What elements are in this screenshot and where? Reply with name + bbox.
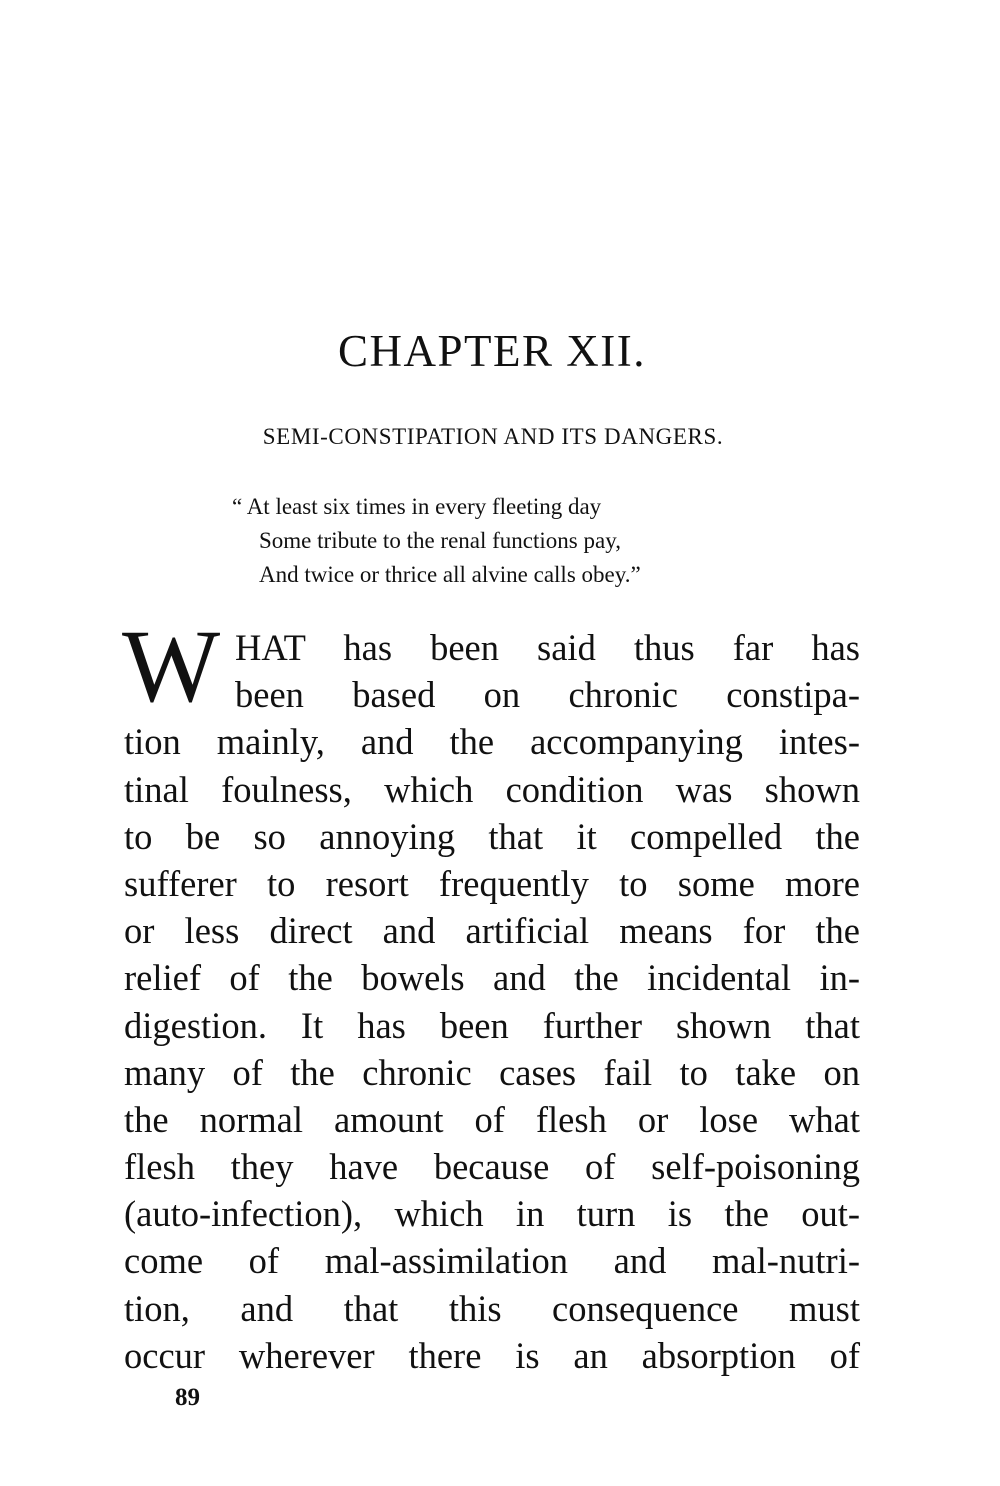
text-line: tion, and that this consequence must [124,1287,860,1329]
epigraph [232,490,641,592]
text-line: digestion. It has been further shown that [124,1004,860,1046]
drop-cap: W [122,609,221,724]
chapter-title: CHAPTER XII. [338,326,646,376]
text-line: occur wherever there is an absorption of [124,1334,860,1376]
text-line: (auto-infection), which in turn is the out- [124,1193,860,1235]
text-line: flesh they have because of self-poisoning [124,1146,860,1188]
text-line: relief of the bowels and the incidental in- [124,957,860,999]
text-line: been based on chronic constipa- [235,674,860,716]
text-line: tinal foulness, which condition was shown [124,768,860,810]
text-line: to be so annoying that it compelled the [124,815,860,857]
text-line: or less direct and artificial means for the [124,910,860,952]
text-line: come of mal-assimilation and mal-nutri- [124,1240,860,1282]
epigraph-line: Some tribute to the renal functions pay, [259,528,621,553]
page-number: 89 [175,1384,200,1411]
text-line: sufferer to resort frequently to some more [124,862,860,904]
body-paragraph [124,624,860,1379]
epigraph-line: And twice or thrice all alvine calls obey.” [259,562,641,587]
text-line: HAT has been said thus far has [235,627,860,668]
text-line: the normal amount of flesh or lose what [124,1098,860,1140]
text-line: tion mainly, and the accompanying intes- [124,721,860,763]
chapter-subtitle: SEMI-CONSTIPATION AND ITS DANGERS. [262,424,724,449]
epigraph-line: “ At least six times in every fleeting day [232,494,602,519]
text-line: many of the chronic cases fail to take on [124,1051,860,1093]
